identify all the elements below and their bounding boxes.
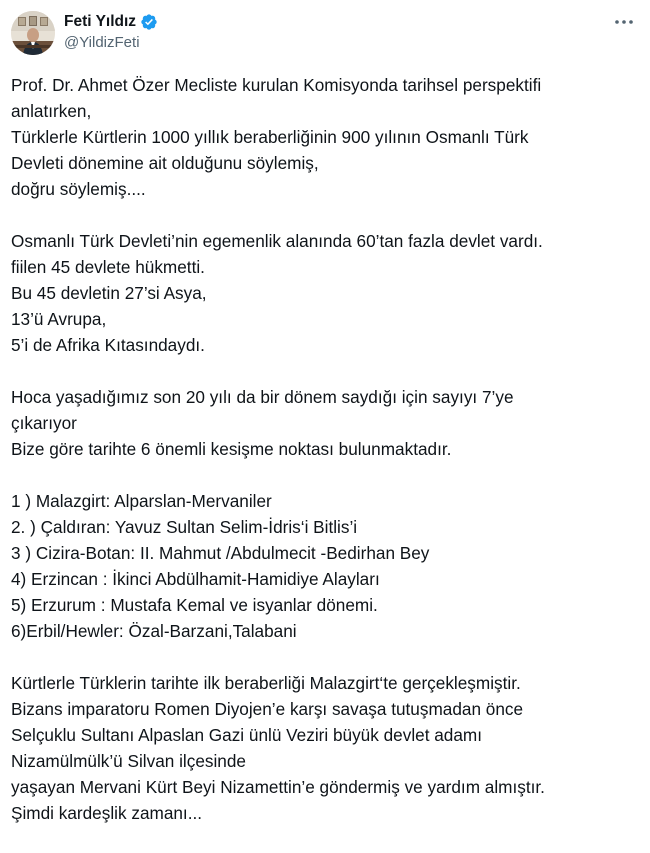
tweet-text-line: 1 ) Malazgirt: Alparslan-Mervaniler <box>11 491 272 511</box>
tweet-text-line: 5’i de Afrika Kıtasındaydı. <box>11 335 205 355</box>
tweet-text-line: 4) Erzincan : İkinci Abdülhamit-Hamidiye Alayları <box>11 569 380 589</box>
tweet-text-line: Şimdi kardeşlik zamanı... <box>11 803 203 823</box>
tweet-text-line: Nizamülmülk’ü Silvan ilçesinde <box>11 751 246 771</box>
tweet-header <box>0 0 650 70</box>
tweet-text-line: yaşayan Mervani Kürt Beyi Nizamettin’e göndermiş ve yardım almıştır. <box>11 777 545 797</box>
author-avatar[interactable] <box>11 11 55 55</box>
tweet-text-line: 13’ü Avrupa, <box>11 309 107 329</box>
tweet-text-line: 5) Erzurum : Mustafa Kemal ve isyanlar dönemi. <box>11 595 378 615</box>
author-handle[interactable]: @YildizFeti <box>64 34 140 51</box>
author-display-name[interactable]: Feti Yıldız <box>64 13 137 30</box>
tweet-text-line: 3 ) Cizira-Botan: II. Mahmut /Abdulmecit -Bedirhan Bey <box>11 543 430 563</box>
tweet-text-line: doğru söylemiş.... <box>11 179 146 199</box>
tweet-text-line: 2. ) Çaldıran: Yavuz Sultan Selim-İdris‘i Bitlis’i <box>11 517 358 537</box>
tweet-text-line: Hoca yaşadığımız son 20 yılı da bir dönem saydığı için sayıyı 7’ye <box>11 387 514 407</box>
tweet-text-line: çıkarıyor <box>11 413 77 433</box>
tweet-text-line: Osmanlı Türk Devleti’nin egemenlik alanında 60’tan fazla devlet vardı. <box>11 231 543 251</box>
author-name-row <box>64 11 158 33</box>
tweet-text <box>11 72 636 826</box>
blank-line <box>11 462 636 488</box>
tweet-text-line: fiilen 45 devlete hükmetti. <box>11 257 205 277</box>
tweet-text-line: Bize göre tarihte 6 önemli kesişme noktası bulunmaktadır. <box>11 439 452 459</box>
blank-line <box>11 358 636 384</box>
blank-line <box>11 644 636 670</box>
tweet-text-line: Bizans imparatoru Romen Diyojen’e karşı savaşa tutuşmadan önce <box>11 699 524 719</box>
profile-photo <box>11 11 55 55</box>
tweet-text-line: Selçuklu Sultanı Alpaslan Gazi ünlü Veziri büyük devlet adamı <box>11 725 483 745</box>
verified-badge-icon[interactable] <box>140 13 158 31</box>
tweet-text-line: Türklerle Kürtlerin 1000 yıllık beraberliğinin 900 yılının Osmanlı Türk <box>11 127 529 147</box>
blank-line <box>11 202 636 228</box>
tweet-text-line: Kürtlerle Türklerin tarihte ilk beraberliği Malazgirt‘te gerçekleşmiştir. <box>11 673 521 693</box>
tweet-text-line: Devleti dönemine ait olduğunu söylemiş, <box>11 153 319 173</box>
tweet-text-line: 6)Erbil/Hewler: Özal-Barzani,Talabani <box>11 621 297 641</box>
tweet-text-line: anlatırken, <box>11 101 92 121</box>
tweet-text-line: Bu 45 devletin 27’si Asya, <box>11 283 207 303</box>
more-options-icon[interactable] <box>612 12 636 32</box>
tweet-text-line: Prof. Dr. Ahmet Özer Mecliste kurulan Komisyonda tarihsel perspektifi <box>11 75 542 95</box>
